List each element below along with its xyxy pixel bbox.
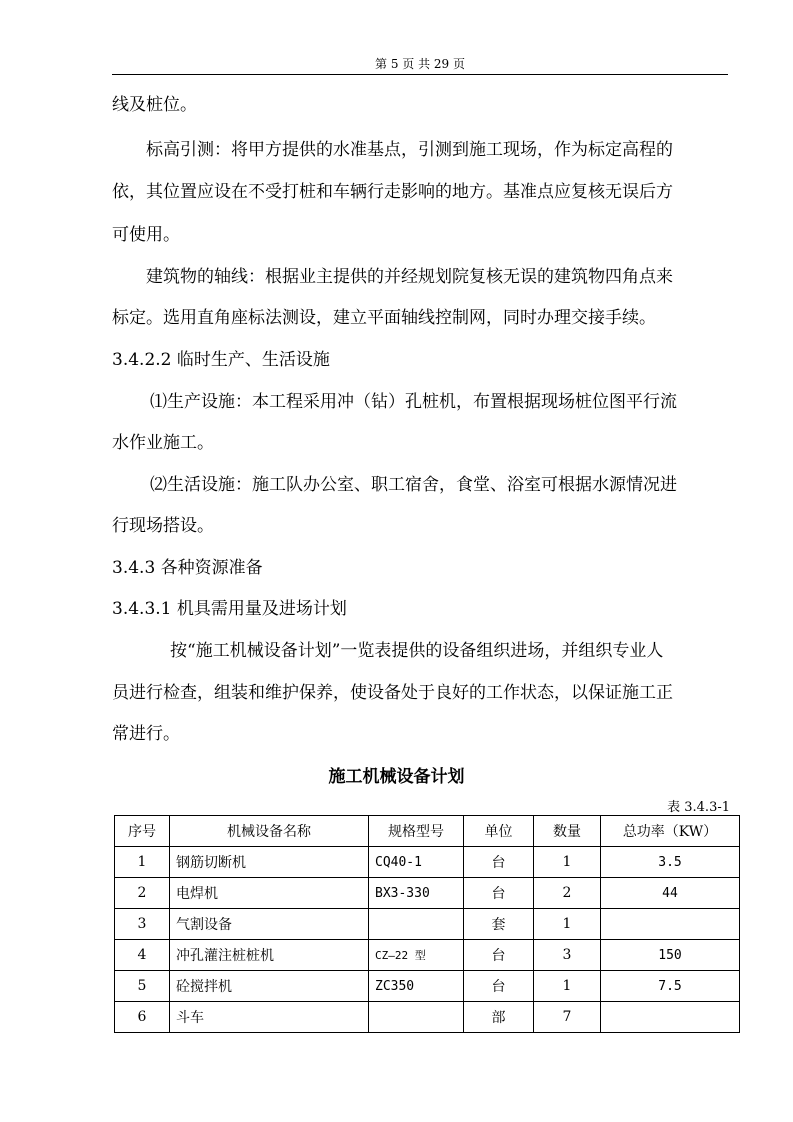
- body-line: 可使用。: [112, 225, 180, 245]
- section-heading: 3.4.3.1 机具需用量及进场计划: [112, 599, 347, 619]
- table-cell: 台: [464, 878, 534, 909]
- column-header: 规格型号: [369, 816, 464, 847]
- column-header: 总功率（KW）: [601, 816, 740, 847]
- table-cell: 冲孔灌注桩桩机: [170, 940, 369, 971]
- table-cell: 套: [464, 909, 534, 940]
- body-line: 员进行检查，组装和维护保养，使设备处于良好的工作状态，以保证施工正: [112, 683, 673, 703]
- table-cell: 3: [534, 940, 601, 971]
- body-line: 标定。选用直角座标法测设，建立平面轴线控制网，同时办理交接手续。: [112, 308, 656, 328]
- table-cell: 电焊机: [170, 878, 369, 909]
- body-line: 建筑物的轴线：根据业主提供的并经规划院复核无误的建筑物四角点来: [146, 267, 673, 287]
- table-cell: 5: [115, 971, 170, 1002]
- body-line: 线及桩位。: [112, 95, 197, 115]
- table-row: [115, 971, 740, 1002]
- table-cell: 1: [115, 847, 170, 878]
- section-heading: 3.4.2.2 临时生产、生活设施: [112, 350, 330, 370]
- table-cell: 3: [115, 909, 170, 940]
- table-title: 施工机械设备计划: [328, 767, 465, 787]
- table-row: [115, 1002, 740, 1033]
- body-line: 标高引测：将甲方提供的水准基点，引测到施工现场，作为标定高程的: [146, 140, 673, 160]
- body-line: 按“施工机械设备计划”一览表提供的设备组织进场，并组织专业人: [170, 641, 664, 661]
- table-cell: 1: [534, 971, 601, 1002]
- table-cell: 台: [464, 971, 534, 1002]
- table-cell: [601, 909, 740, 940]
- table-header-row: [115, 816, 740, 847]
- table-cell: 6: [115, 1002, 170, 1033]
- table-cell: [601, 1002, 740, 1033]
- header-divider: [112, 74, 728, 75]
- table-row: [115, 847, 740, 878]
- table-cell: [369, 1002, 464, 1033]
- column-header: 单位: [464, 816, 534, 847]
- table-cell: CZ—22 型: [369, 940, 464, 971]
- section-heading: 3.4.3 各种资源准备: [112, 558, 263, 578]
- table-row: [115, 909, 740, 940]
- table-cell: 斗车: [170, 1002, 369, 1033]
- table-row: [115, 878, 740, 909]
- table-cell: 150: [601, 940, 740, 971]
- table-cell: 1: [534, 847, 601, 878]
- equipment-table: [114, 815, 740, 1033]
- body-line: 依，其位置应设在不受打桩和车辆行走影响的地方。基准点应复核无误后方: [112, 182, 673, 202]
- body-line: 水作业施工。: [112, 433, 214, 453]
- table-cell: 2: [534, 878, 601, 909]
- table-row: [115, 940, 740, 971]
- body-line: 常进行。: [112, 724, 180, 744]
- table-cell: 3.5: [601, 847, 740, 878]
- table-cell: 4: [115, 940, 170, 971]
- table-cell: [369, 909, 464, 940]
- table-cell: 砼搅拌机: [170, 971, 369, 1002]
- table-cell: 7.5: [601, 971, 740, 1002]
- table-cell: 1: [534, 909, 601, 940]
- table-cell: BX3-330: [369, 878, 464, 909]
- table-number: 表 3.4.3-1: [667, 800, 730, 815]
- column-header: 数量: [534, 816, 601, 847]
- table-cell: ZC350: [369, 971, 464, 1002]
- column-header: 序号: [115, 816, 170, 847]
- table-cell: 44: [601, 878, 740, 909]
- column-header: 机械设备名称: [170, 816, 369, 847]
- table-cell: 气割设备: [170, 909, 369, 940]
- table-cell: 2: [115, 878, 170, 909]
- table-cell: 部: [464, 1002, 534, 1033]
- table-cell: 台: [464, 940, 534, 971]
- table-cell: 钢筋切断机: [170, 847, 369, 878]
- page-header: 第 5 页 共 29 页: [375, 57, 465, 71]
- body-line: ⑵生活设施：施工队办公室、职工宿舍，食堂、浴室可根据水源情况进: [150, 475, 677, 495]
- body-line: 行现场搭设。: [112, 516, 214, 536]
- table-cell: 台: [464, 847, 534, 878]
- table-cell: 7: [534, 1002, 601, 1033]
- table-cell: CQ40-1: [369, 847, 464, 878]
- body-line: ⑴生产设施：本工程采用冲（钻）孔桩机，布置根据现场桩位图平行流: [150, 392, 677, 412]
